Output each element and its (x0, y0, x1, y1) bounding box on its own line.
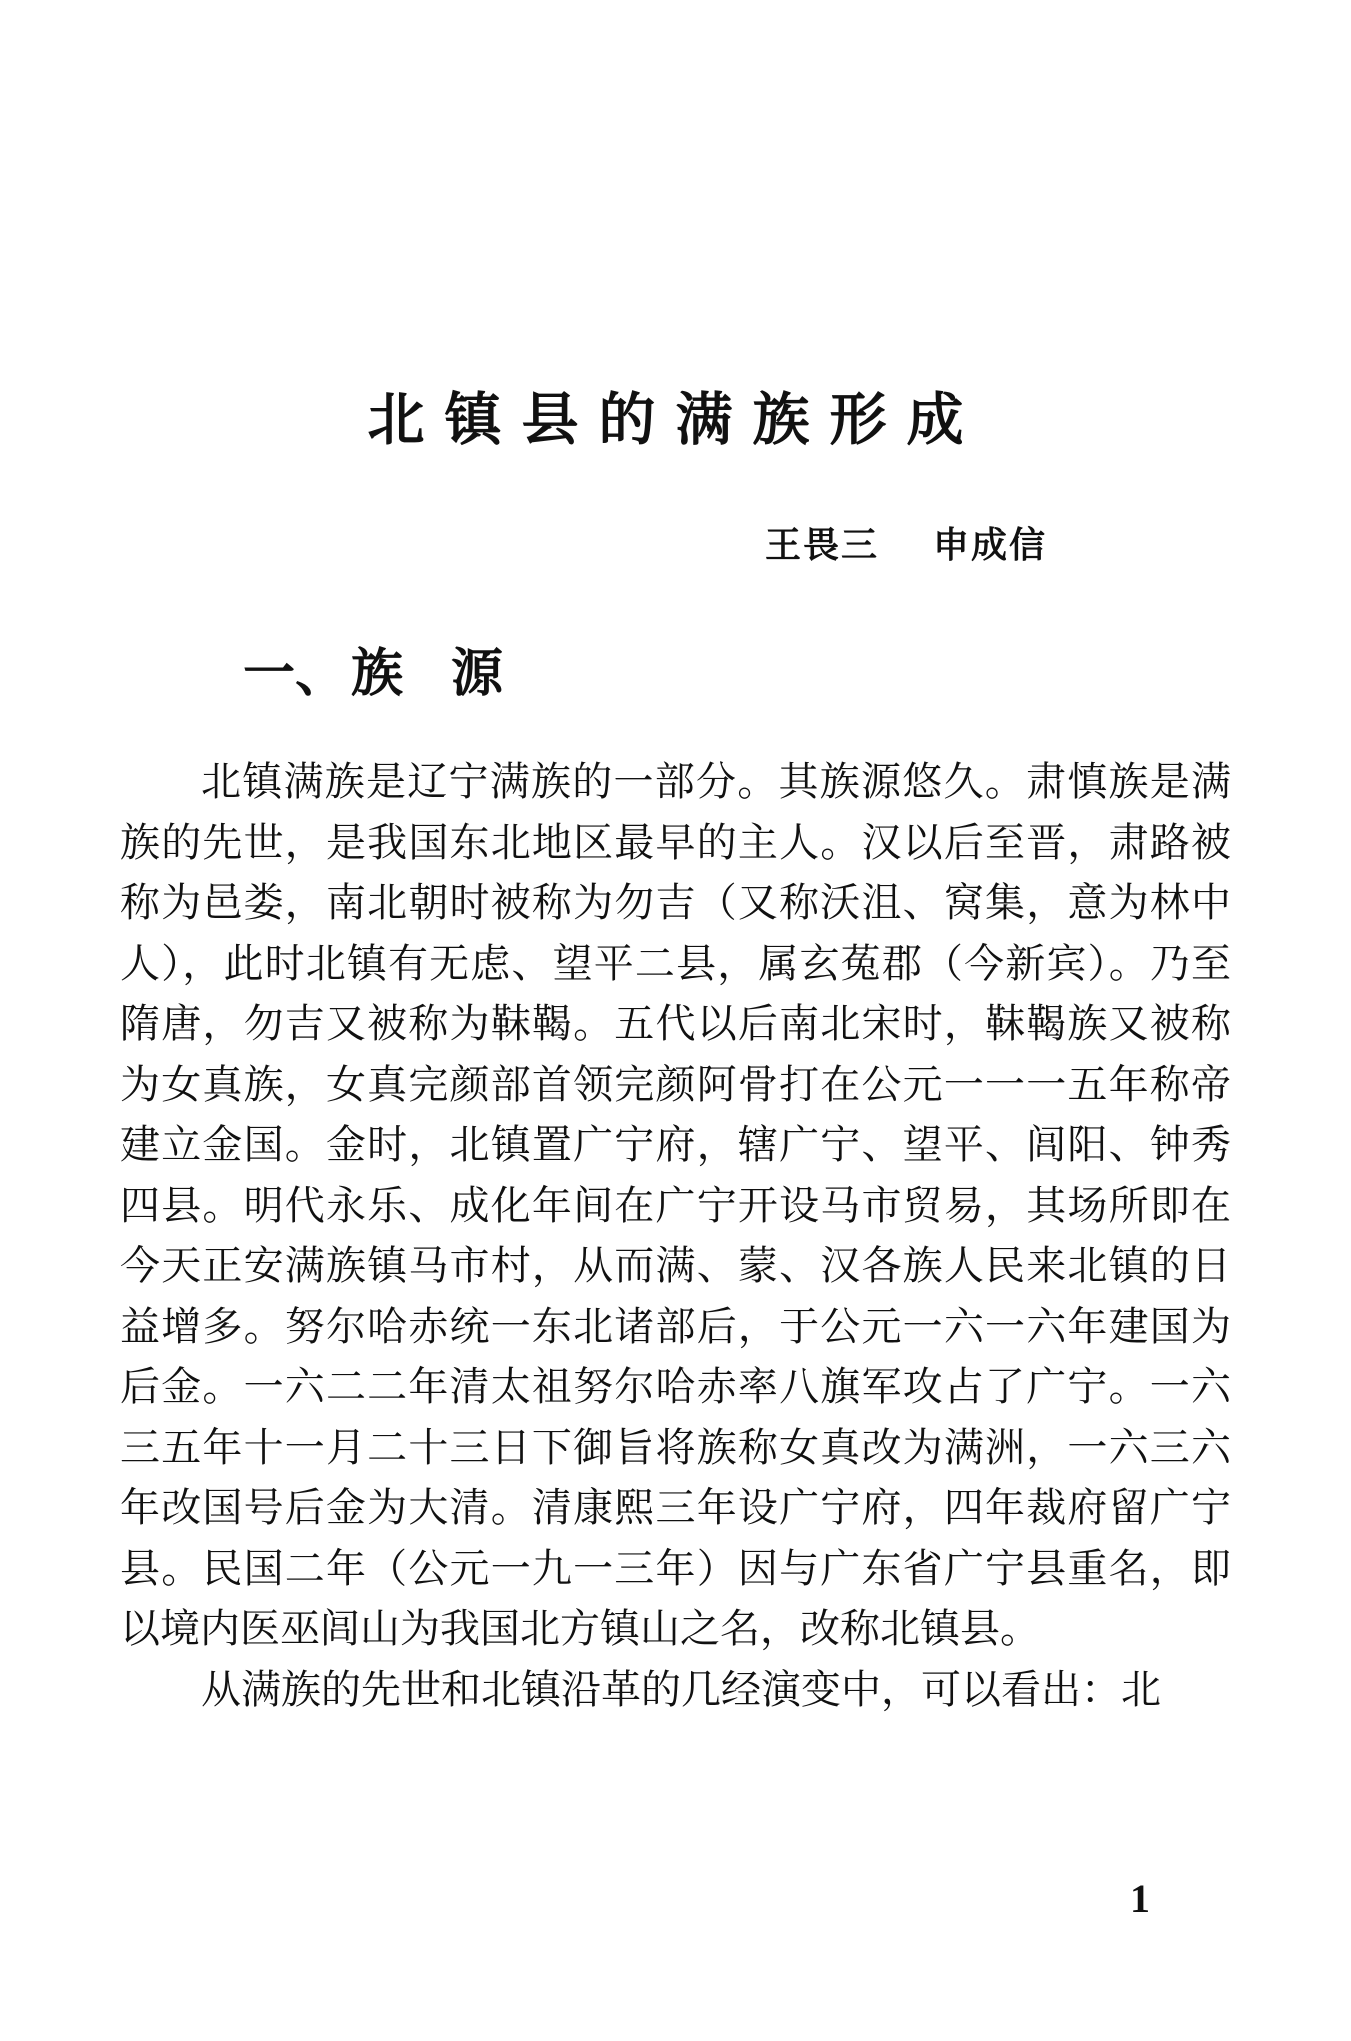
paragraph: 北镇满族是辽宁满族的一部分。其族源悠久。肃慎族是满族的先世，是我国东北地区最早的主人。汉以后至晋，肃路被称为邑娄，南北朝时被称为勿吉（又称沃沮、窝集，意为林中人），此时北镇有无虑、望平二县，属玄菟郡（今新宾）。乃至隋唐，勿吉又被称为靺鞨。五代以后南北宋时，靺鞨族又被称为女真族，女真完颜部首领完颜阿骨打在公元一一一五年称帝建立金国。金时，北镇置广宁府，辖广宁、望平、闾阳、钟秀四县。明代永乐、成化年间在广宁开设马市贸易，其场所即在今天正安满族镇马市村，从而满、蒙、汉各族人民来北镇的日益增多。努尔哈赤统一东北诸部后，于公元一六一六年建国为后金。一六二二年清太祖努尔哈赤率八旗军攻占了广宁。一六三五年十一月二十三日下御旨将族称女真改为满洲，一六三六年改国号后金为大清。清康熙三年设广宁府，四年裁府留广宁县。民国二年（公元一九一三年）因与广东省广宁县重名，即以境内医巫闾山为我国北方镇山之名，改称北镇县。 (120, 759, 1231, 1652)
author-name: 王畏三 (765, 525, 880, 566)
page-number: 1 (1130, 1876, 1150, 1921)
article-title: 北镇县的满族形成 (367, 387, 984, 453)
article-body (120, 752, 1231, 1720)
paragraph: 从满族的先世和北镇沿革的几经演变中，可以看出：北 (201, 1666, 1161, 1713)
section-title-char: 源 (451, 643, 504, 704)
author-name: 申成信 (933, 525, 1048, 566)
section-title-char: 族 (351, 643, 404, 704)
author-line (765, 517, 1047, 568)
section-number: 一、 (243, 643, 348, 704)
section-heading (243, 643, 504, 704)
